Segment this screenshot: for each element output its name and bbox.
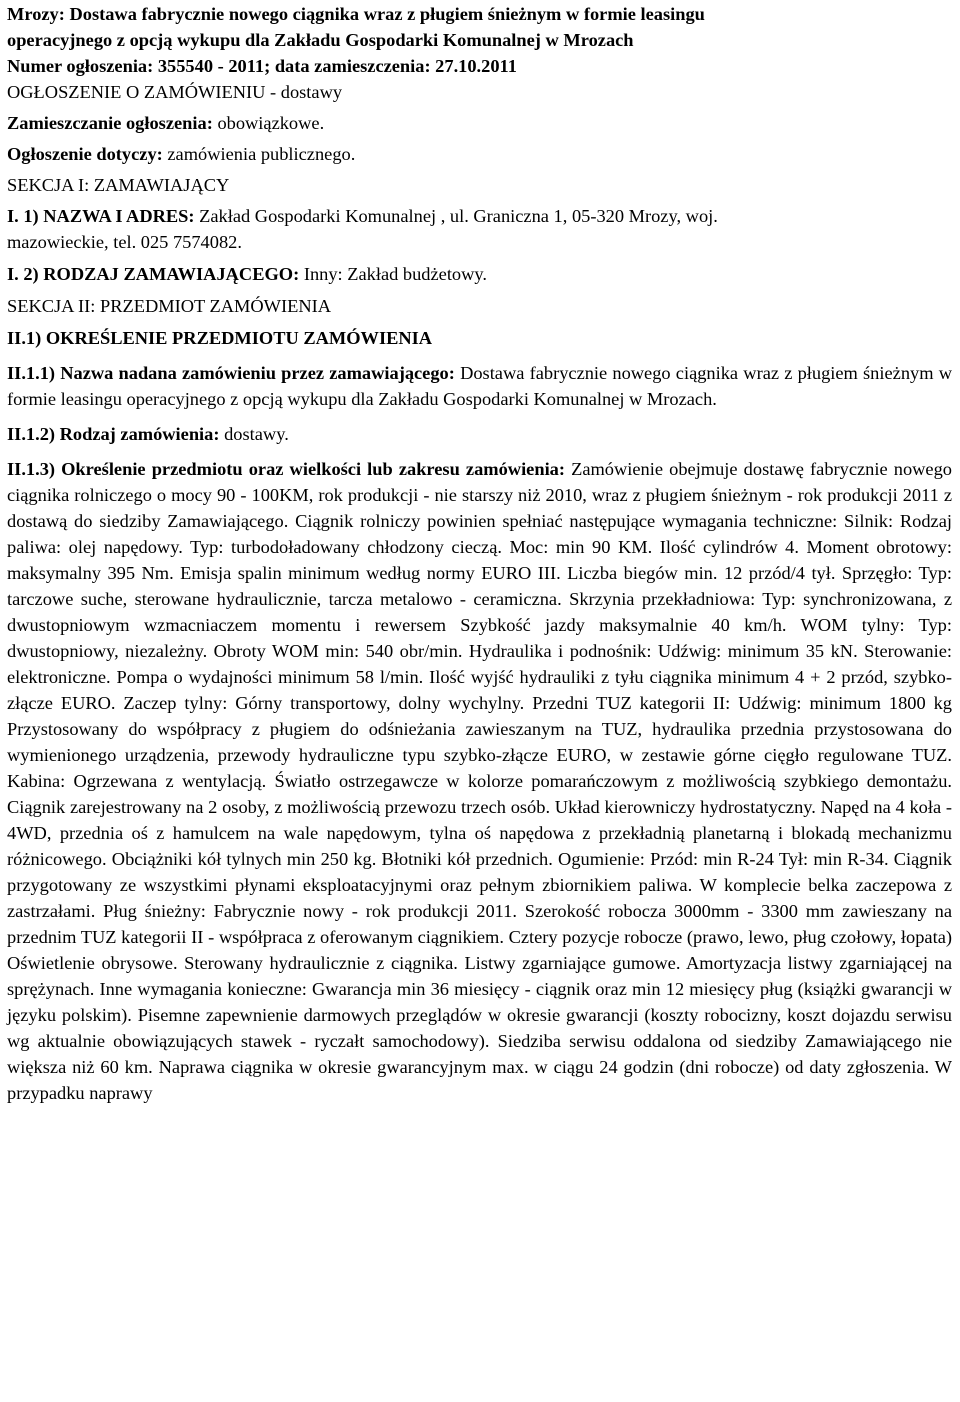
header-title-line-2: operacyjnego z opcją wykupu dla Zakładu Gospodarki Komunalnej w Mrozach (7, 30, 634, 50)
authority-type-label: I. 2) RODZAJ ZAMAWIAJĄCEGO: (7, 264, 300, 284)
order-name-paragraph (7, 360, 952, 412)
contracting-authority-value: Zakład Gospodarki Komunalnej , ul. Graniczna 1, 05-320 Mrozy, woj. (199, 206, 718, 226)
section-2-subtitle: II.1) OKREŚLENIE PRZEDMIOTU ZAMÓWIENIA (7, 328, 433, 348)
contracting-authority-label: I. 1) NAZWA I ADRES: (7, 206, 195, 226)
order-name-value: Dostawa fabrycznie nowego ciągnika wraz z pługiem śnieżnym w formie leasingu operacyjnego z opcją wykupu dla Zakładu Gospodarki Komunalnej w Mrozach. (7, 363, 952, 409)
order-kind-row (7, 421, 952, 447)
authority-type-row (7, 261, 952, 287)
placement-row (7, 110, 952, 141)
section-1-title: SEKCJA I: ZAMAWIAJĄCY (7, 175, 230, 195)
order-name-label: II.1.1) Nazwa nadana zamówieniu przez zamawiającego: (7, 363, 455, 383)
concerns-label: Ogłoszenie dotyczy: (7, 144, 163, 164)
contracting-authority-address-cont: mazowieckie, tel. 025 7574082. (7, 232, 242, 252)
contracting-authority-row (7, 203, 952, 229)
notice-number-date: Numer ogłoszenia: 355540 - 2011; data zamieszczenia: 27.10.2011 (7, 56, 517, 76)
section-2-title: SEKCJA II: PRZEDMIOT ZAMÓWIENIA (7, 296, 332, 316)
order-scope-label: II.1.3) Określenie przedmiotu oraz wielkości lub zakresu zamówienia: (7, 459, 565, 479)
concerns-value: zamówienia publicznego. (167, 144, 356, 164)
placement-value: obowiązkowe. (217, 113, 325, 133)
authority-type-value: Inny: Zakład budżetowy. (303, 264, 487, 284)
concerns-row (7, 141, 952, 172)
order-scope-value: Zamówienie obejmuje dostawę fabrycznie nowego ciągnika rolniczego o mocy 90 - 100KM, rok produkcji - nie starszy niż 2010, wraz z pługiem śnieżnym - rok produkcji 2011 z dostawą do siedziby Zamawiającego. Ciągnik rolniczy powinien spełniać następujące wymagania techniczne: Silnik: Rodzaj paliwa: olej napędowy. Typ: turbodoładowany chłodzony cieczą. Moc: min 90 KM. Ilość cylindrów 4. Moment obrotowy: maksymalny 395 Nm. Emisja spalin minimum według normy EURO III. Liczba biegów min. 12 przód/4 tył. Sprzęgło: Typ: tarczowe suche, sterowane hydraulicznie, tarcza metalowo - ceramiczna. Skrzynia przekładniowa: Typ: synchronizowana, z dwustopniowym wzmacniaczem momentu i rewersem Szybkość jazdy maksymalnie 40 km/h. WOM tylny: Typ: dwustopniowy, niezależny. Obroty WOM min: 540 obr/min. Hydraulika i podnośnik: Udźwig: minimum 35 kN. Sterowanie: elektroniczne. Pompa o wydajności minimum 58 l/min. Ilość wyjść hydrauliki z tyłu ciągnika minimum 4 + 2 przód, szybko-złącze EURO. Zaczep tylny: Górny transportowy, dolny wychylny. Przedni TUZ kategorii II: Udźwig: minimum 1800 kg Przystosowany do współpracy z pługiem do odśnieżania zawieszanym na TUZ, hydraulika przednia przystosowana do wymienionego urządzenia, przewody hydrauliczne typu szybko-złącze EURO, w zestawie górne cięgło regulowane TUZ. Kabina: Ogrzewana z wentylacją. Światło ostrzegawcze w kolorze pomarańczowym z możliwością szybkiego demontażu. Ciągnik zarejestrowany na 2 osoby, z możliwością przewozu trzech osób. Układ kierowniczy hydrostatyczny. Napęd na 4 koła - 4WD, przednia oś z hamulcem na wale napędowym, tylna oś napędowa z przekładnią planetarną i blokadą mechanizmu różnicowego. Obciążniki kół tylnych min 250 kg. Błotniki kół przednich. Ogumienie: Przód: min R-24 Tył: min R-34. Ciągnik przygotowany ze wszystkimi płynami eksploatacyjnymi oraz pełnym zbiornikiem paliwa. W komplecie belka zaczepowa z zastrzałami. Pług śnieżny: Fabrycznie nowy - rok produkcji 2011. Szerokość robocza 3000mm - 3300 mm zawieszany na przednim TUZ kategorii II - współpraca z oferowanym ciągnikiem. Cztery pozycje robocze (prawo, lewo, pług czołowy, łopata) Oświetlenie obrysowe. Sterowany hydraulicznie z ciągnika. Listwy zgarniające gumowe. Amortyzacja listwy zgarniającej na sprężynach. Inne wymagania konieczne: Gwarancja min 36 miesięcy - ciągnik oraz min 12 miesięcy pług (książki gwarancji w języku polskim). Pisemne zapewnienie darmowych przeglądów w okresie gwarancji (koszty robocizny, koszt dojazdu serwisu wg aktualnie obowiązujących stawek - ryczałt samochodowy). Siedziba serwisu oddalona od siedziby Zamawiającego nie większa niż 60 km. Naprawa ciągnika w okresie gwarancyjnym max. w ciągu 24 godzin (dni robocze) od daty zgłoszenia. W przypadku naprawy (7, 459, 952, 1103)
order-scope-paragraph (7, 456, 952, 1106)
notice-type: OGŁOSZENIE O ZAMÓWIENIU - dostawy (7, 82, 343, 102)
placement-label: Zamieszczanie ogłoszenia: (7, 113, 213, 133)
order-kind-label: II.1.2) Rodzaj zamówienia: (7, 424, 220, 444)
header-title-line-1: Mrozy: Dostawa fabrycznie nowego ciągnika wraz z pługiem śnieżnym w formie leasingu (7, 4, 705, 24)
order-kind-value: dostawy. (224, 424, 289, 444)
